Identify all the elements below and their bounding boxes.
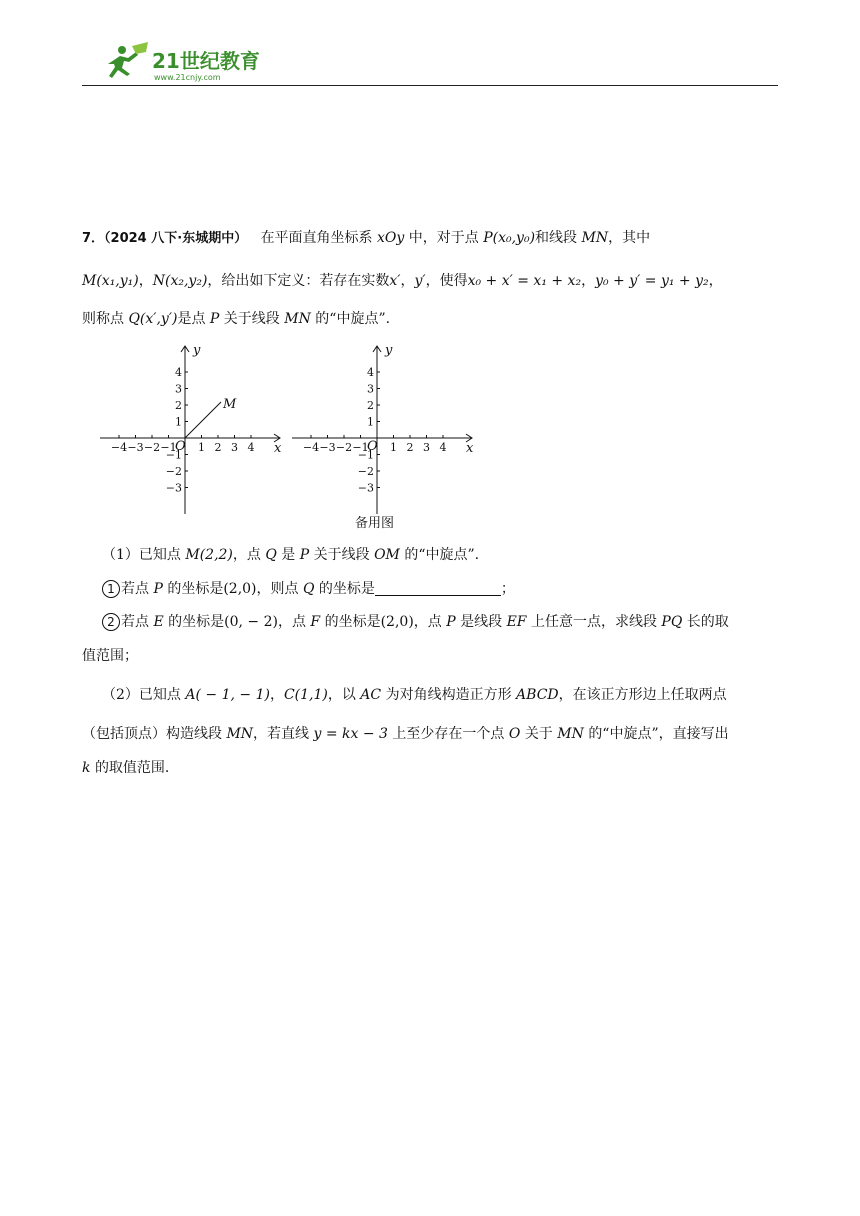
y-tick-label: −1 [165,448,182,462]
text: ，给出如下定义：若存在实数 [207,273,390,289]
x-tick-label: 1 [390,441,397,454]
math: y = kx − 3 [313,726,388,742]
logo-url: www.21cnjy.com [154,73,221,82]
x-tick-label: 4 [439,441,447,454]
math: xOy [377,230,405,246]
x-tick-label: 1 [198,441,205,454]
circled-number-2: 2 [102,613,120,631]
y-tick-label: 4 [367,366,374,379]
math: OM [374,547,400,563]
math: MN [557,726,584,742]
problem-number: 7． [82,231,105,246]
x-tick-label: 3 [423,441,430,454]
text: 关于线段 [223,311,280,327]
y-tick-label: 1 [175,415,182,429]
text: 值范围； [82,648,138,664]
y-tick-label: 2 [175,399,182,412]
math: AC [360,687,382,703]
circled-number-1: 1 [102,580,120,598]
math: M(2,2) [185,547,233,563]
problem-line-3 [82,309,390,329]
text: 上任意一点，求线段 [530,614,657,630]
math: PQ [661,614,683,630]
math: C(1,1) [283,687,328,703]
math: k [82,760,91,776]
problem-line-2 [82,271,723,291]
text: （1）已知点 [102,547,181,563]
math: N(x₂,y₂) [152,273,208,289]
text: 关于 [524,726,553,742]
part2-line-3 [82,758,169,778]
text: 的“中旋点”. [404,547,480,563]
x-tick-label: 3 [231,441,238,454]
header-rule [82,85,778,86]
graph1-axes [100,346,280,514]
y-tick-label: −2 [357,465,374,478]
part2-line-2 [82,724,729,744]
math: x₀ + x′ = x₁ + x₂ [467,273,582,289]
text: 是线段 [460,614,503,630]
math: P [209,311,220,327]
x-tick-label: −1 [160,441,177,454]
part2-line-1 [102,685,727,705]
x-tick-label: −3 [319,441,336,454]
text: ，以 [327,687,356,703]
x-axis-label: x [466,441,474,456]
text: ， [400,273,415,289]
y-tick-label: 2 [367,399,374,412]
math: Q [302,581,315,597]
text: ，使得 [425,273,468,289]
part1-line [102,545,479,565]
runner-icon [108,42,148,78]
point-M-label: M [223,397,237,412]
y-tick-label: −3 [165,481,182,495]
y-tick-label: −3 [357,481,374,495]
y-tick-label: 3 [175,382,182,396]
y-tick-label: 3 [367,382,374,396]
sub1-line [102,579,515,599]
coordinate-graph-backup [290,340,480,518]
sub2-line-2 [82,646,138,666]
x-tick-label: −2 [335,441,353,454]
text: 和线段 [535,230,578,246]
text: 的“中旋点”. [315,311,391,327]
text: 若点 [121,614,149,630]
math: Q [265,547,277,563]
graph2-labels [303,366,447,495]
y-tick-label: −2 [165,465,182,478]
problem-source: （2024 八下·东城期中） [104,231,248,246]
text: 的取值范围. [94,760,170,776]
math: ABCD [516,687,559,703]
text: 的“中旋点”，直接写出 [588,726,729,742]
math: EF [506,614,527,630]
math: P [299,547,310,563]
site-logo [102,42,272,84]
math: y₀ + y′ = y₁ + y₂ [595,273,709,289]
origin-label: O [175,439,186,454]
math: Q(x′,y′) [128,311,178,327]
math: A( − 1, − 1) [185,687,270,703]
x-tick-label: −4 [302,441,320,454]
sub2-line-1 [102,612,729,632]
math: P [153,581,163,597]
y-axis-label: y [193,343,201,358]
text: 的坐标是(2,0)，则点 [167,581,299,597]
math: MN [226,726,254,742]
text: 的坐标是 [318,581,375,597]
math: MN [581,230,609,246]
math: MN [284,311,311,327]
text: 上至少存在一个点 [392,726,505,742]
text: 是点 [177,311,206,327]
text: ，在该正方形边上任取两点 [558,687,727,703]
text: ， [708,273,723,289]
text: 的坐标是(2,0)，点 [324,614,442,630]
x-tick-label: −2 [143,441,161,454]
text: 长的取 [686,614,729,630]
problem-line-1 [82,228,650,249]
text: 中，对于点 [408,230,479,246]
y-tick-label: 1 [367,415,374,429]
x-tick-label: −1 [352,441,369,454]
math: x′ [389,273,401,289]
text: ； [500,581,515,597]
x-tick-label: 2 [406,441,414,454]
logo-text: 21世纪教育 [152,49,260,73]
coordinate-graph-main [98,340,288,518]
text: ，若直线 [253,726,310,742]
text: （包括顶点）构造线段 [82,726,222,742]
segment-OM [185,402,221,438]
text: ， [138,273,153,289]
text: 在平面直角坐标系 [260,230,373,246]
text: ， [581,273,596,289]
graph1-labels [111,366,255,495]
x-tick-label: −4 [110,441,128,454]
text: 的坐标是(0, − 2)，点 [168,614,306,630]
answer-blank[interactable] [375,581,501,596]
y-tick-label: 4 [175,366,182,379]
x-tick-label: 4 [247,441,255,454]
math: P [446,614,456,630]
text: 则称点 [82,311,124,327]
y-axis-label: y [385,343,393,358]
figure-caption: 备用图 [355,516,395,531]
text: 若点 [121,581,149,597]
text: 关于线段 [313,547,370,563]
math: O [508,726,521,742]
text: ， [269,687,284,703]
x-axis-label: x [274,441,282,456]
text: 是 [281,547,296,563]
math: y′ [414,273,426,289]
text: ，其中 [608,230,651,246]
math: E [153,614,164,630]
graph2-axes [292,346,472,514]
text: 为对角线构造正方形 [385,687,512,703]
x-tick-label: 2 [214,441,222,454]
math: P(x₀,y₀) [483,230,536,246]
math: F [310,614,321,630]
origin-label: O [367,439,378,454]
math: M(x₁,y₁) [82,273,139,289]
x-tick-label: −3 [127,441,144,454]
y-tick-label: −1 [357,448,374,462]
text: （2）已知点 [102,687,181,703]
text: ，点 [232,547,261,563]
